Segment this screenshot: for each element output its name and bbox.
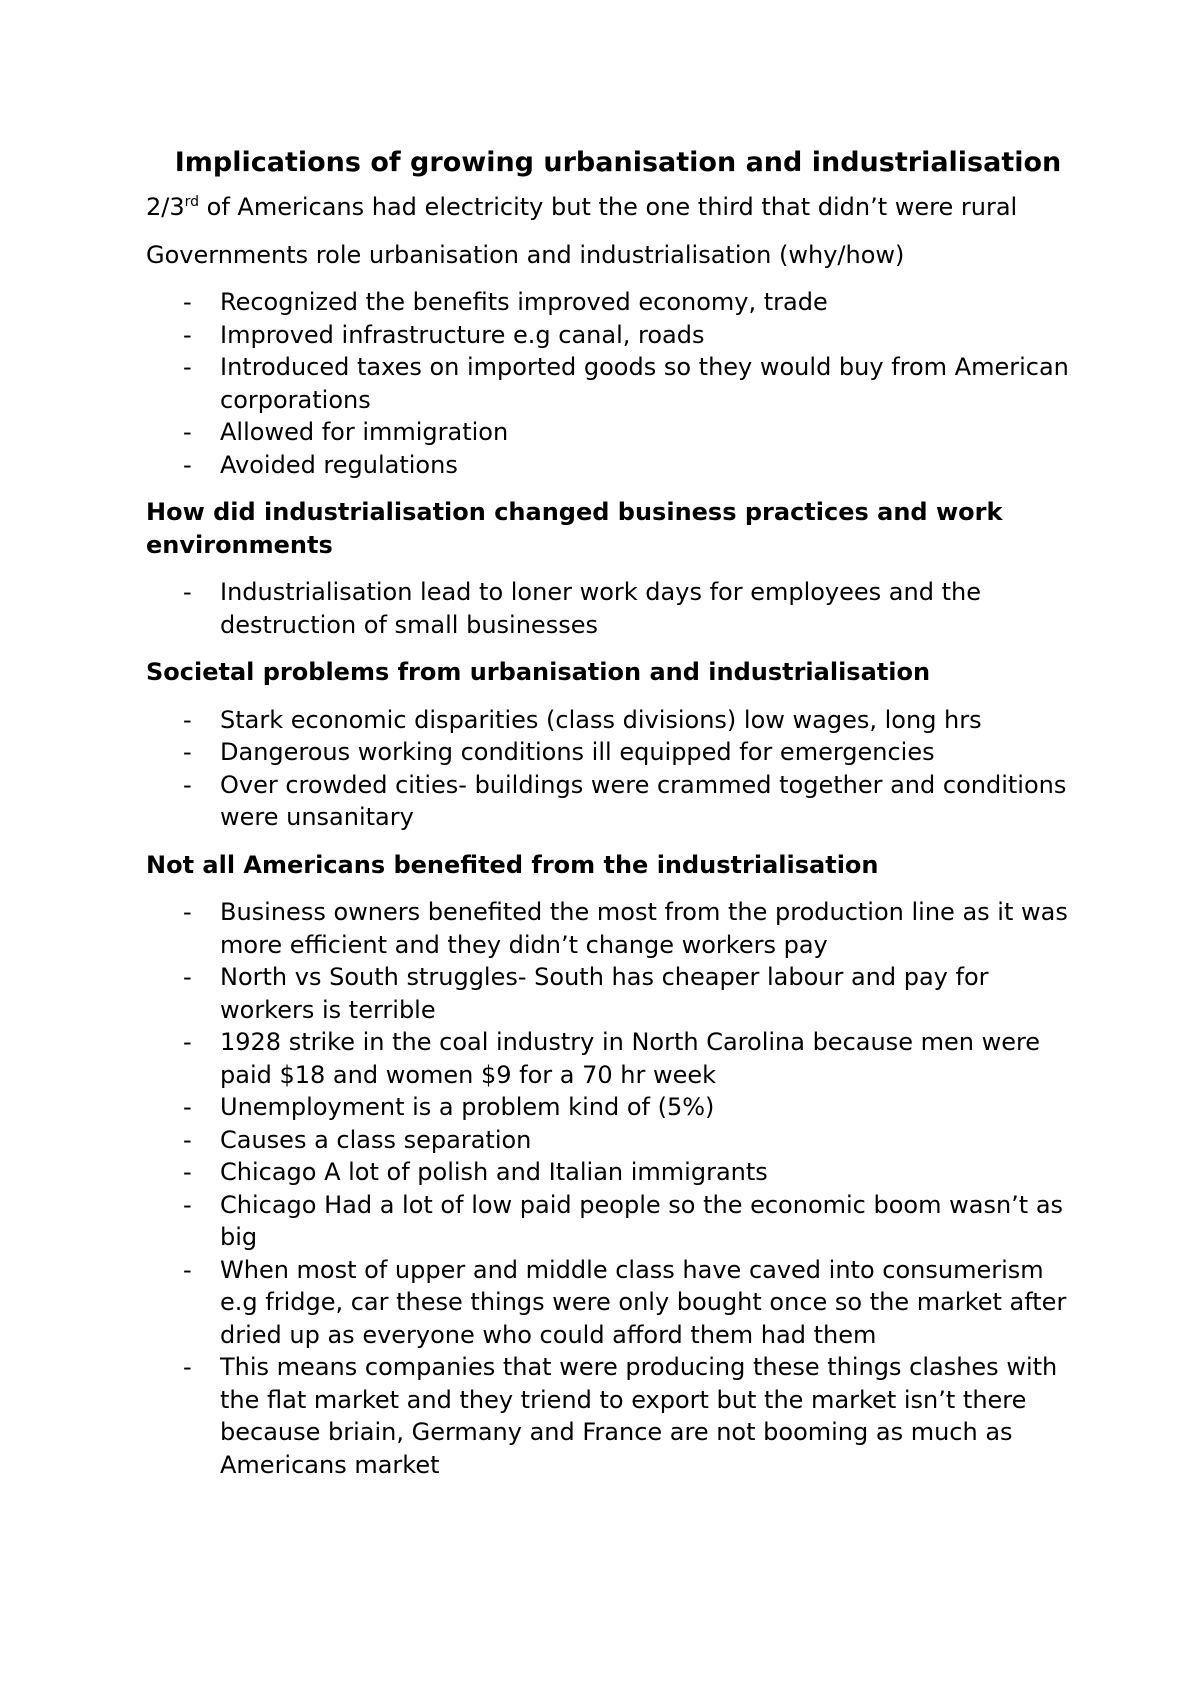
bullet-list bbox=[146, 704, 1076, 834]
dash-bullet: - bbox=[183, 1028, 192, 1056]
list-item bbox=[146, 896, 1076, 961]
intro-paragraph bbox=[146, 191, 1076, 224]
section-heading: Not all Americans benefited from the industrialisation bbox=[146, 850, 879, 879]
dash-bullet: - bbox=[183, 705, 192, 734]
list-item bbox=[146, 1091, 1076, 1124]
list-item-text: Improved infrastructure e.g canal, roads bbox=[220, 320, 705, 349]
list-item bbox=[146, 736, 1076, 769]
list-item bbox=[146, 1026, 1076, 1091]
dash-bullet: - bbox=[183, 963, 192, 991]
list-item-text: Introduced taxes on imported goods so they would buy from American corporations bbox=[220, 353, 1069, 414]
intro-prefix: 2/3 bbox=[146, 193, 185, 221]
list-item bbox=[146, 351, 1076, 416]
list-item-text: 1928 strike in the coal industry in North Carolina because men were paid $18 and women $9 for a 70 hr week bbox=[220, 1028, 1041, 1089]
list-item bbox=[146, 961, 1076, 1026]
list-item bbox=[146, 704, 1076, 737]
dash-bullet: - bbox=[183, 770, 192, 799]
list-item-text: Chicago Had a lot of low paid people so the economic boom wasn’t as big bbox=[220, 1190, 1064, 1251]
dash-bullet: - bbox=[183, 738, 192, 766]
list-item-text: Unemployment is a problem kind of (5%) bbox=[220, 1093, 715, 1121]
list-item bbox=[146, 286, 1076, 319]
list-item-text: Stark economic disparities (class divisions) low wages, long hrs bbox=[220, 705, 982, 734]
list-item bbox=[146, 1351, 1076, 1481]
list-item-text: Avoided regulations bbox=[220, 450, 458, 479]
list-item bbox=[146, 576, 1076, 641]
list-item-text: North vs South struggles- South has cheaper labour and pay for workers is terrible bbox=[220, 963, 989, 1024]
list-item bbox=[146, 769, 1076, 834]
list-item-text: Causes a class separation bbox=[220, 1125, 532, 1154]
dash-bullet: - bbox=[183, 1093, 192, 1121]
list-item-text: Chicago A lot of polish and Italian immigrants bbox=[220, 1158, 768, 1186]
list-item-text: Over crowded cities- buildings were crammed together and conditions were unsanitary bbox=[220, 770, 1067, 831]
intro-superscript: rd bbox=[184, 194, 200, 210]
list-item-text: Business owners benefited the most from the production line as it was more efficient and they didn’t change workers pay bbox=[220, 898, 1068, 959]
list-item-text: Dangerous working conditions ill equipped for emergencies bbox=[220, 738, 935, 766]
list-item bbox=[146, 449, 1076, 482]
document-title: Implications of growing urbanisation and industrialisation bbox=[174, 147, 1062, 178]
dash-bullet: - bbox=[183, 353, 192, 381]
section-heading: Governments role urbanisation and industrialisation (why/how) bbox=[146, 240, 905, 269]
document-page bbox=[146, 144, 1076, 1496]
dash-bullet: - bbox=[183, 1353, 192, 1381]
dash-bullet: - bbox=[183, 578, 192, 606]
section-heading: Societal problems from urbanisation and industrialisation bbox=[146, 658, 931, 686]
dash-bullet: - bbox=[183, 1190, 192, 1219]
intro-rest: of Americans had electricity but the one third that didn’t were rural bbox=[199, 193, 1018, 221]
list-item-text: Industrialisation lead to loner work days for employees and the destruction of small businesses bbox=[220, 578, 981, 639]
list-item-text: Allowed for immigration bbox=[220, 418, 509, 446]
list-item-text: When most of upper and middle class have caved into consumerism e.g fridge, car these things were only bought once so the market after dried up as everyone who could afford them had them bbox=[220, 1255, 1067, 1349]
dash-bullet: - bbox=[183, 898, 192, 926]
dash-bullet: - bbox=[183, 1158, 192, 1186]
dash-bullet: - bbox=[183, 1255, 192, 1284]
list-item bbox=[146, 416, 1076, 449]
list-item-text: Recognized the benefits improved economy, trade bbox=[220, 288, 828, 316]
bullet-list bbox=[146, 896, 1076, 1481]
dash-bullet: - bbox=[183, 418, 192, 446]
list-item-text: This means companies that were producing these things clashes with the flat market and they triend to export but the market isn’t there because briain, Germany and France are not booming as much as Americans market bbox=[220, 1353, 1058, 1479]
dash-bullet: - bbox=[183, 1125, 192, 1154]
list-item bbox=[146, 1254, 1076, 1352]
dash-bullet: - bbox=[183, 450, 192, 479]
list-item bbox=[146, 319, 1076, 352]
bullet-list bbox=[146, 576, 1076, 641]
dash-bullet: - bbox=[183, 320, 192, 349]
list-item bbox=[146, 1124, 1076, 1157]
dash-bullet: - bbox=[183, 288, 192, 316]
list-item bbox=[146, 1156, 1076, 1189]
list-item bbox=[146, 1189, 1076, 1254]
bullet-list bbox=[146, 286, 1076, 481]
section-heading: How did industrialisation changed business practices and work environments bbox=[146, 498, 1003, 559]
